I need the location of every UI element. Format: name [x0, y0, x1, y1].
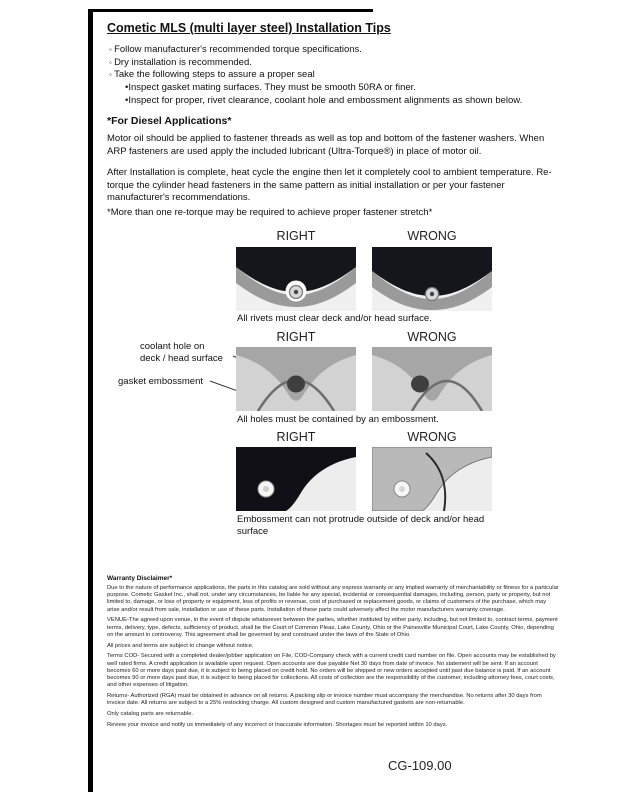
diagram-embossment-wrong	[372, 447, 492, 511]
page-code: CG-109.00	[388, 758, 452, 773]
diagram-caption: All holes must be contained by an embossment.	[237, 414, 439, 425]
warranty-heading: Warranty Disclaimer*	[107, 575, 173, 582]
embossment-wrong-graphic	[372, 447, 492, 511]
wrong-label: WRONG	[407, 330, 457, 344]
page-border-left	[88, 9, 93, 792]
warranty-paragraph: Due to the nature of performance applications, the parts in this catalog are sold without any express warranty or any implied warranty of merchantability or fitness for a particular purpose. Cometic Gasket Inc., shall not, under any circumstances, be liable for any special, incidental or consequential damages, including, person, party or property, but not limited to, damage, or loss of property or equipment, loss of profits or revenue, cost of purchased or replacement goods, or claims of customers of the purchase, which may arise and/or result from sale, installation or use of these parts. Installation of these parts could adversely affect the motor manufacturers warranty coverage.	[107, 585, 559, 613]
coolant-right-graphic	[236, 347, 356, 411]
tip-item: ◦ Follow manufacturer's recommended torque specifications.	[107, 44, 562, 57]
coolant-hole-label	[140, 341, 223, 364]
wrong-label: WRONG	[407, 430, 457, 444]
diagram-caption: Embossment can not protrude outside of deck and/or head surface	[237, 514, 485, 537]
coolant-wrong-graphic	[372, 347, 492, 411]
page-border-top	[88, 9, 373, 12]
diagram-coolant-wrong	[372, 347, 492, 411]
diagram-rivet-wrong	[372, 247, 492, 311]
tip-item: ◦ Dry installation is recommended.	[107, 57, 562, 70]
warranty-paragraph: VENUE-The agreed upon venue, in the event of dispute whatsoever between the parties, whether instituted by either party, including, but not limited to, contract terms, payment terms, delivery, type, defects, sufficiency of product, shall be the Court of Common Pleas, Lake County, Ohio or the Painesville Municipal Court, Lake County, Ohio, depending on the amount in controversy. This agreement shall be governed by and construed under the laws of the State of Ohio.	[107, 617, 558, 638]
diesel-paragraph-2: After Installation is complete, heat cycle the engine then let it completely cool to ambient temperature. Re-torque the cylinder head fasteners in the same pattern as initial installation or per your fastener manufacturer's recommendations.	[107, 167, 552, 204]
warranty-section	[107, 575, 559, 732]
warranty-paragraph: Returns- Authorized (RGA) must be obtained in advance on all returns. A packing slip or invoice number must accompany the merchandise. No returns after 30 days from invoice date. All returns are subject to a 25% restocking charge. All custom designed and custom manufactured gaskets are non-returnable.	[107, 693, 542, 707]
page-title: Cometic MLS (multi layer steel) Installation Tips	[107, 21, 391, 35]
rivet-wrong-graphic	[372, 247, 492, 311]
embossment-right-graphic	[236, 447, 356, 511]
gasket-embossment-label: gasket embossment	[118, 376, 204, 387]
warranty-paragraph: Terms COD- Secured with a completed dealer/jobber application on File, COD-Company check with a current credit card number on file. Open accounts may be established by well rated firms. A credit application is available upon request. Open accounts are due payable Net 30 days from date of invoice. No statement will be sent. If an account becomes 60 or more days past due, it is subject to being placed on credit hold. No orders will be shipped or new orders accepted until past due balance is paid. If an account becomes 90 or more days past due, it is subject to being placed for collections. All costs of collection are the responsibility of the customer, including attorney fees, court costs, and other expenses of litigation.	[107, 653, 556, 689]
warranty-paragraph: Only catalog parts are returnable.	[107, 711, 194, 718]
diagram-rivet-right	[236, 247, 356, 311]
coolant-hole-label-line2: deck / head surface	[140, 352, 223, 364]
installation-tips-list	[107, 44, 562, 108]
wrong-label: WRONG	[407, 229, 457, 243]
warranty-paragraph: Review your invoice and notify us immediately of any incorrect or inaccurate information. Shortages must be reported within 10 days.	[107, 721, 448, 728]
rivet-right-graphic	[236, 247, 356, 311]
tip-subitem: • Inspect for proper, rivet clearance, coolant hole and embossment alignments as shown below.	[123, 95, 562, 108]
tip-item: ◦ Take the following steps to assure a proper seal	[107, 69, 562, 82]
tip-subitem: • Inspect gasket mating surfaces. They must be smooth 50RA or finer.	[123, 82, 562, 95]
diesel-applications-heading: *For Diesel Applications*	[107, 115, 232, 127]
right-label: RIGHT	[276, 430, 316, 444]
retorque-note: *More than one re-torque may be required to achieve proper fastener stretch*	[107, 207, 433, 218]
right-label: RIGHT	[276, 229, 316, 243]
coolant-hole-label-line1: coolant hole on	[140, 341, 205, 352]
diagram-coolant-right	[236, 347, 356, 411]
diagram-embossment-right	[236, 447, 356, 511]
diagram-caption: All rivets must clear deck and/or head surface.	[237, 313, 432, 324]
right-label: RIGHT	[276, 330, 316, 344]
warranty-paragraph: All prices and terms are subject to change without notice.	[107, 642, 254, 649]
diesel-paragraph-1: Motor oil should be applied to fastener threads as well as top and bottom of the fastener washers. When ARP fasteners are used apply the included lubricant (Ultra-Torque®) in place of motor oil.	[107, 133, 545, 157]
